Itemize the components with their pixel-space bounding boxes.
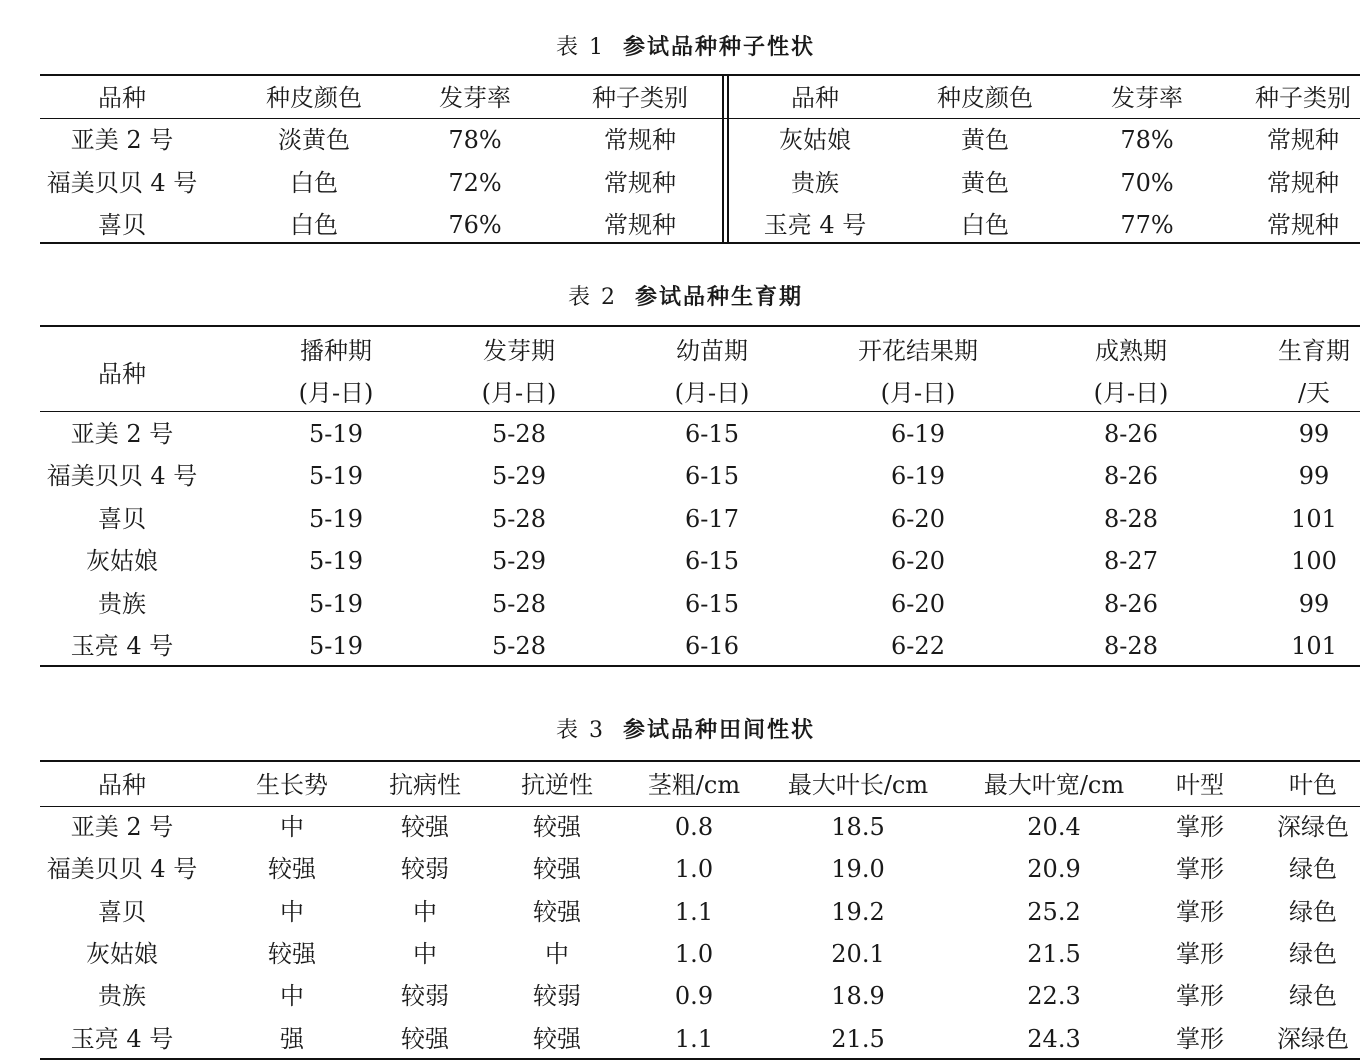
table2-cell: 玉亮 4 号	[70, 632, 174, 660]
table3-header-cell: 抗病性	[389, 771, 461, 799]
table3-cell: 深绿色	[1277, 1025, 1349, 1053]
table2-cell: 8-26	[1104, 462, 1158, 490]
table3-cell: 中	[413, 898, 437, 926]
table2-header-cell: 成熟期	[1095, 337, 1167, 365]
table3-top-rule	[40, 760, 1360, 762]
table2-cell: 101	[1291, 505, 1337, 533]
table3-cell: 1.1	[674, 898, 714, 926]
table1-cell: 灰姑娘	[779, 126, 851, 154]
table2-cell: 6-15	[685, 547, 739, 575]
table3-cell: 20.1	[831, 940, 885, 968]
table2-header-cell: 生育期	[1278, 337, 1350, 365]
table2-caption-title: 参试品种生育期	[634, 285, 803, 310]
table1-cell: 亚美 2 号	[70, 126, 174, 154]
table1-header-cell: 发芽率	[439, 84, 511, 112]
table3-cell: 掌形	[1176, 898, 1224, 926]
table2-cell: 6-15	[685, 462, 739, 490]
table3-cell: 1.1	[674, 1025, 714, 1053]
table2-cell: 5-28	[492, 632, 546, 660]
table1-cell: 淡黄色	[278, 126, 350, 154]
table1-cell: 白色	[290, 169, 338, 197]
table3-cell: 0.9	[674, 982, 714, 1010]
table2-header-cell: 幼苗期	[676, 337, 748, 365]
table2-cell: 5-19	[309, 547, 363, 575]
table1-double-divider-a	[722, 74, 724, 244]
table2-cell: 6-19	[891, 420, 945, 448]
table2-cell: 5-19	[309, 590, 363, 618]
table1-header-cell: 种子类别	[1255, 84, 1351, 112]
table3-cell: 中	[280, 982, 304, 1010]
table2-cell: 6-20	[891, 547, 945, 575]
table3-cell: 灰姑娘	[86, 940, 158, 968]
table3-cell: 绿色	[1289, 898, 1337, 926]
table2-cell: 喜贝	[98, 505, 146, 533]
table3-header-cell: 抗逆性	[521, 771, 593, 799]
table1-cell: 常规种	[604, 126, 676, 154]
table3-cell: 较弱	[533, 982, 581, 1010]
table2-cell: 6-20	[891, 590, 945, 618]
table1-caption-title: 参试品种种子性状	[622, 35, 815, 60]
table2-header-cell: 发芽期	[483, 337, 555, 365]
table2-header-unit: (月-日)	[298, 379, 374, 407]
table3-cell: 较强	[401, 813, 449, 841]
table2-cell: 8-28	[1104, 505, 1158, 533]
table1-cell: 黄色	[961, 126, 1009, 154]
table1-cell: 玉亮 4 号	[763, 211, 867, 239]
table3-cell: 亚美 2 号	[70, 813, 174, 841]
table1-cell: 喜贝	[98, 211, 146, 239]
table3-cell: 掌形	[1176, 1025, 1224, 1053]
table3-cell: 喜贝	[98, 898, 146, 926]
table2-cell: 5-28	[492, 420, 546, 448]
table3-cell: 较强	[533, 855, 581, 883]
table3-cell: 较弱	[401, 982, 449, 1010]
table1-cell: 70%	[1120, 169, 1174, 197]
table3-cell: 掌形	[1176, 982, 1224, 1010]
table1-cell: 白色	[290, 211, 338, 239]
table2-cell: 6-15	[685, 590, 739, 618]
table1-cell: 77%	[1120, 211, 1174, 239]
table3-cell: 掌形	[1176, 940, 1224, 968]
table2-cell: 5-19	[309, 462, 363, 490]
table3-header-cell: 最大叶长/cm	[787, 771, 929, 799]
table2-cell: 6-20	[891, 505, 945, 533]
table3-cell: 较强	[268, 855, 316, 883]
table3-cell: 较强	[268, 940, 316, 968]
table1-cell: 76%	[448, 211, 502, 239]
table2-top-rule	[40, 325, 1360, 327]
table1-cell: 常规种	[604, 211, 676, 239]
table3-cell: 中	[545, 940, 569, 968]
table1-header-cell: 种子类别	[592, 84, 688, 112]
table2-cell: 5-28	[492, 505, 546, 533]
table2-cell: 5-19	[309, 420, 363, 448]
table1-cell: 78%	[448, 126, 502, 154]
table2-caption	[0, 280, 1365, 311]
table3-header-cell: 品种	[98, 771, 146, 799]
table3-cell: 较强	[533, 1025, 581, 1053]
table3-cell: 24.3	[1027, 1025, 1081, 1053]
table2-cell: 99	[1298, 420, 1330, 448]
table2-header-unit: (月-日)	[481, 379, 557, 407]
table3-cell: 22.3	[1027, 982, 1081, 1010]
table2-cell: 5-19	[309, 505, 363, 533]
table3-cell: 19.0	[831, 855, 885, 883]
table3-bottom-rule	[40, 1058, 1360, 1060]
table3-cell: 绿色	[1289, 940, 1337, 968]
table1-bottom-rule	[40, 242, 1360, 244]
table1-header-cell: 种皮颜色	[266, 84, 362, 112]
table2-cell: 8-28	[1104, 632, 1158, 660]
table1-cell: 78%	[1120, 126, 1174, 154]
table2-header-cell: 品种	[98, 360, 146, 388]
table2-header-unit: /天	[1297, 379, 1331, 407]
table3-caption	[0, 713, 1365, 744]
table2-cell: 6-16	[685, 632, 739, 660]
table3-cell: 19.2	[831, 898, 885, 926]
table2-header-rule	[40, 411, 1360, 412]
table3-header-cell: 茎粗/cm	[647, 771, 741, 799]
table1-header-rule	[40, 118, 1360, 119]
table3-caption-title: 参试品种田间性状	[622, 718, 815, 743]
table3-cell: 18.9	[831, 982, 885, 1010]
table2-header-unit: (月-日)	[880, 379, 956, 407]
table1-caption-number: 表 1	[555, 35, 605, 60]
table2-cell: 贵族	[98, 590, 146, 618]
table2-cell: 亚美 2 号	[70, 420, 174, 448]
table1-cell: 福美贝贝 4 号	[46, 169, 198, 197]
table2-cell: 6-22	[891, 632, 945, 660]
table3-header-rule	[40, 806, 1360, 807]
table3-cell: 20.9	[1027, 855, 1081, 883]
table3-cell: 玉亮 4 号	[70, 1025, 174, 1053]
table2-header-unit: (月-日)	[674, 379, 750, 407]
table3-cell: 贵族	[98, 982, 146, 1010]
table3-cell: 掌形	[1176, 855, 1224, 883]
table3-cell: 较强	[533, 813, 581, 841]
table2-caption-number: 表 2	[567, 285, 617, 310]
table3-cell: 21.5	[831, 1025, 885, 1053]
table2-cell: 99	[1298, 590, 1330, 618]
table1-cell: 常规种	[1267, 126, 1339, 154]
table1-cell: 常规种	[1267, 169, 1339, 197]
table1-header-cell: 种皮颜色	[937, 84, 1033, 112]
table3-cell: 深绿色	[1277, 813, 1349, 841]
table3-cell: 绿色	[1289, 855, 1337, 883]
table1-cell: 常规种	[604, 169, 676, 197]
table3-cell: 强	[280, 1025, 304, 1053]
table1-header-cell: 品种	[791, 84, 839, 112]
table3-cell: 1.0	[674, 940, 714, 968]
table1-top-rule	[40, 74, 1360, 76]
table3-cell: 较强	[401, 1025, 449, 1053]
table3-cell: 0.8	[674, 813, 714, 841]
table2-cell: 5-28	[492, 590, 546, 618]
table3-cell: 较弱	[401, 855, 449, 883]
table1-double-divider-b	[727, 74, 729, 244]
table2-cell: 灰姑娘	[86, 547, 158, 575]
table2-header-cell: 播种期	[300, 337, 372, 365]
table3-header-cell: 生长势	[256, 771, 328, 799]
table2-cell: 福美贝贝 4 号	[46, 462, 198, 490]
table3-cell: 中	[280, 898, 304, 926]
table2-cell: 5-19	[309, 632, 363, 660]
table2-cell: 99	[1298, 462, 1330, 490]
table2-cell: 100	[1291, 547, 1337, 575]
table3-cell: 21.5	[1027, 940, 1081, 968]
table2-cell: 5-29	[492, 462, 546, 490]
table3-header-cell: 叶色	[1289, 771, 1337, 799]
table3-cell: 中	[413, 940, 437, 968]
table3-header-cell: 叶型	[1176, 771, 1224, 799]
table3-cell: 中	[280, 813, 304, 841]
table2-header-unit: (月-日)	[1093, 379, 1169, 407]
table3-cell: 1.0	[674, 855, 714, 883]
table2-cell: 101	[1291, 632, 1337, 660]
table2-bottom-rule	[40, 665, 1360, 667]
table3-cell: 绿色	[1289, 982, 1337, 1010]
table2-cell: 8-26	[1104, 420, 1158, 448]
table2-cell: 6-19	[891, 462, 945, 490]
table1-cell: 常规种	[1267, 211, 1339, 239]
table3-cell: 福美贝贝 4 号	[46, 855, 198, 883]
table2-header-cell: 开花结果期	[858, 337, 978, 365]
table2-cell: 8-27	[1104, 547, 1158, 575]
table3-cell: 掌形	[1176, 813, 1224, 841]
table3-caption-number: 表 3	[555, 718, 605, 743]
table2-cell: 5-29	[492, 547, 546, 575]
table1-cell: 白色	[961, 211, 1009, 239]
table1-cell: 贵族	[791, 169, 839, 197]
table1-header-cell: 品种	[98, 84, 146, 112]
table3-cell: 18.5	[831, 813, 885, 841]
table1-cell: 黄色	[961, 169, 1009, 197]
table1-header-cell: 发芽率	[1111, 84, 1183, 112]
table3-cell: 20.4	[1027, 813, 1081, 841]
table3-cell: 较强	[533, 898, 581, 926]
table2-cell: 6-17	[685, 505, 739, 533]
table3-cell: 25.2	[1027, 898, 1081, 926]
table2-cell: 8-26	[1104, 590, 1158, 618]
table2-cell: 6-15	[685, 420, 739, 448]
table3-header-cell: 最大叶宽/cm	[983, 771, 1125, 799]
table1-caption	[0, 30, 1365, 61]
table1-cell: 72%	[448, 169, 502, 197]
